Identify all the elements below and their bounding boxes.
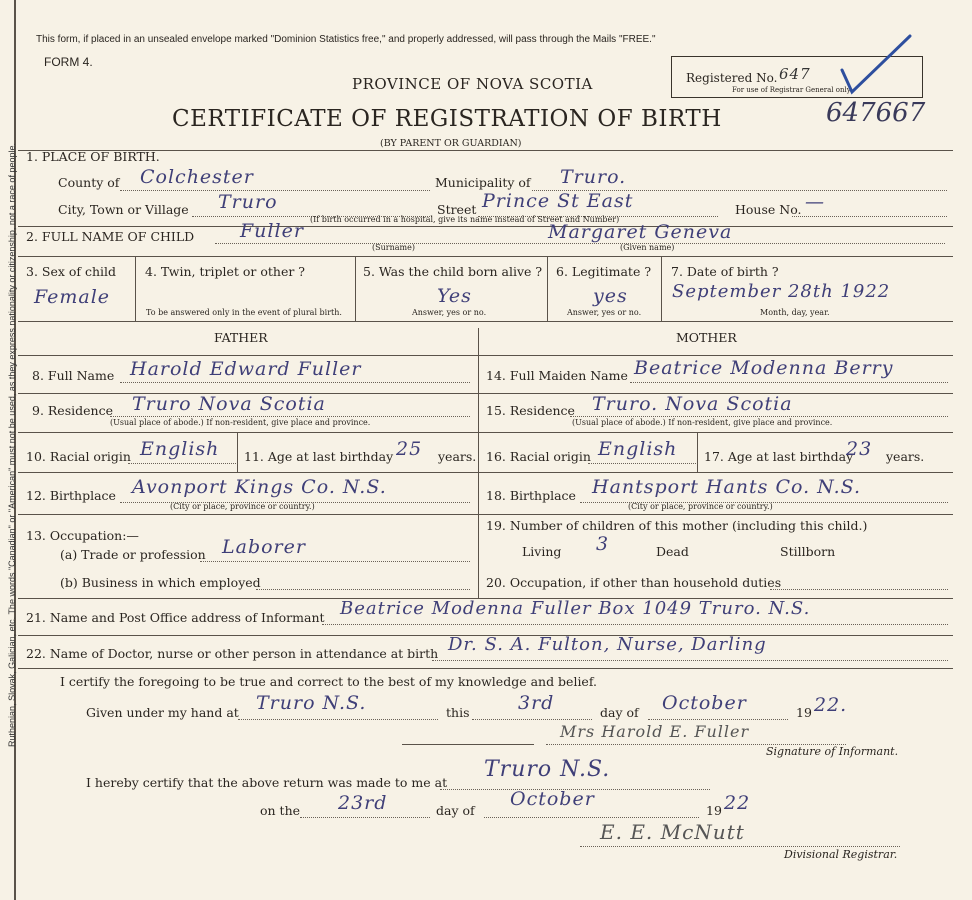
registered-label: Registered No. (686, 71, 778, 85)
dotted-line (300, 817, 430, 818)
mother-name-label: 14. Full Maiden Name (486, 368, 628, 383)
given-name-note: (Given name) (620, 243, 675, 252)
dotted-line (588, 463, 696, 464)
father-name-label: 8. Full Name (32, 368, 115, 383)
rule (18, 355, 953, 356)
house-value: — (805, 191, 825, 213)
registrar-year-prefix: 19 (706, 803, 722, 818)
column-divider (135, 256, 136, 321)
dotted-line (472, 719, 592, 720)
child-surname: Fuller (240, 220, 304, 242)
municipality-label: Municipality of (435, 175, 531, 190)
stamped-number: 647667 (826, 98, 926, 128)
dotted-line (648, 719, 788, 720)
county-value: Colchester (140, 166, 254, 188)
column-divider (547, 256, 548, 321)
father-trade-label: (a) Trade or profession (60, 547, 206, 562)
dotted-line (200, 561, 470, 562)
mother-name-value: Beatrice Modenna Berry (634, 357, 894, 379)
mother-racial-value: English (598, 438, 678, 460)
registrar-statement: I hereby certify that the above return was made to me at (86, 775, 448, 790)
sex-label: 3. Sex of child (26, 264, 117, 279)
mother-age-label: 17. Age at last birthday (704, 449, 854, 464)
dotted-line (110, 416, 470, 417)
given-day-of-label: day of (600, 705, 639, 720)
father-residence-label: 9. Residence (32, 403, 113, 418)
city-label: City, Town or Village (58, 202, 189, 217)
father-trade-value: Laborer (222, 536, 306, 558)
column-divider (661, 256, 662, 321)
alive-note: Answer, yes or no. (412, 308, 487, 317)
column-divider (355, 256, 356, 321)
registrar-signature-label: Divisional Registrar. (784, 848, 898, 861)
form-number: FORM 4. (44, 55, 93, 69)
dotted-line (432, 660, 948, 661)
county-label: County of (58, 175, 120, 190)
rule (18, 321, 953, 322)
municipality-value: Truro. (560, 166, 627, 188)
birth-date-value: September 28th 1922 (672, 281, 891, 302)
mother-years: years. (886, 449, 925, 464)
dotted-line (238, 719, 438, 720)
father-age-value: 25 (396, 438, 423, 460)
mother-living-value: 3 (596, 533, 610, 555)
mother-racial-label: 16. Racial origin (486, 449, 591, 464)
registrar-day: 23rd (338, 792, 388, 814)
mother-dead-label: Dead (656, 544, 689, 559)
checkmark-icon (838, 32, 918, 102)
sex-value: Female (34, 286, 111, 308)
alive-value: Yes (437, 285, 472, 307)
registered-number: 647 (779, 65, 811, 83)
registrar-on-the: on the (260, 803, 301, 818)
child-given-name: Margaret Geneva (548, 221, 733, 243)
postal-notice: This form, if placed in an unsealed envelope marked "Dominion Statistics free," and properly addressed, will pass through the Mails "FREE." (36, 34, 656, 45)
father-residence-value: Truro Nova Scotia (132, 393, 326, 415)
city-value: Truro (218, 191, 278, 213)
certificate-subtitle: (BY PARENT OR GUARDIAN) (380, 138, 522, 149)
informant-label: 21. Name and Post Office address of Informant (26, 610, 325, 625)
doctor-value: Dr. S. A. Fulton, Nurse, Darling (448, 634, 767, 655)
legitimate-value: yes (593, 285, 628, 307)
alive-label: 5. Was the child born alive ? (363, 264, 543, 279)
birth-date-label: 7. Date of birth ? (671, 264, 779, 279)
mother-age-value: 23 (846, 438, 873, 460)
dotted-line (580, 846, 900, 847)
father-racial-label: 10. Racial origin (26, 449, 131, 464)
child-name-label: 2. FULL NAME OF CHILD (26, 229, 195, 244)
dotted-line (770, 589, 948, 590)
registrar-signature: E. E. McNutt (600, 820, 745, 844)
father-residence-note: (Usual place of abode.) If non-resident, give place and province. (110, 418, 371, 427)
mother-birthplace-note: (City or place, province or country.) (628, 502, 773, 511)
dotted-line (630, 382, 948, 383)
certificate-title: CERTIFICATE OF REGISTRATION OF BIRTH (172, 106, 722, 132)
father-birthplace-value: Avonport Kings Co. N.S. (132, 476, 387, 498)
father-business-label: (b) Business in which employed (60, 575, 261, 590)
mother-residence-value: Truro. Nova Scotia (592, 393, 793, 415)
father-heading: FATHER (214, 330, 268, 345)
dotted-line (120, 382, 470, 383)
signature-rule (402, 744, 534, 745)
column-divider (237, 432, 238, 472)
place-of-birth-heading: 1. PLACE OF BIRTH. (26, 149, 160, 164)
given-year-prefix: 19 (796, 705, 812, 720)
rule (18, 472, 953, 473)
column-divider (697, 432, 698, 472)
given-month: October (662, 692, 747, 714)
informant-signature-label: Signature of Informant. (766, 745, 899, 758)
rule (18, 432, 953, 433)
rule (18, 256, 953, 257)
legitimate-note: Answer, yes or no. (567, 308, 642, 317)
informant-signature: Mrs Harold E. Fuller (560, 722, 750, 741)
dotted-line (256, 589, 470, 590)
mother-occupation-label: 20. Occupation, if other than household duties (486, 575, 782, 590)
rule (18, 514, 953, 515)
registrar-day-of: day of (436, 803, 475, 818)
dotted-line (484, 817, 699, 818)
mother-birthplace-label: 18. Birthplace (486, 488, 576, 503)
province-heading: PROVINCE OF NOVA SCOTIA (352, 75, 593, 93)
informant-value: Beatrice Modenna Fuller Box 1049 Truro. N.S. (340, 598, 811, 619)
given-place: Truro N.S. (256, 692, 367, 714)
mother-children-label: 19. Number of children of this mother (including this child.) (486, 518, 868, 533)
birth-date-note: Month, day, year. (760, 308, 830, 317)
registrar-place: Truro N.S. (484, 757, 611, 782)
rule (18, 226, 953, 227)
father-birthplace-label: 12. Birthplace (26, 488, 116, 503)
registrar-year: 22 (724, 792, 751, 814)
twin-label: 4. Twin, triplet or other ? (145, 264, 305, 279)
mother-living-label: Living (522, 544, 562, 559)
center-divider (478, 328, 479, 598)
father-occupation-label: 13. Occupation:— (26, 528, 139, 543)
doctor-label: 22. Name of Doctor, nurse or other person in attendance at birth (26, 646, 439, 661)
rule (18, 668, 953, 669)
father-age-label: 11. Age at last birthday (244, 449, 394, 464)
mother-birthplace-value: Hantsport Hants Co. N.S. (592, 476, 861, 498)
dotted-line (215, 243, 945, 244)
street-value: Prince St East (482, 190, 634, 212)
dotted-line (128, 463, 236, 464)
certify-statement: I certify the foregoing to be true and correct to the best of my knowledge and belief. (60, 674, 597, 689)
street-label: Street (437, 202, 477, 217)
dotted-line (792, 216, 947, 217)
margin-note: Ruthenian, Slovak, Galician, etc. The words "Canadian" or "American" must not be used, as they express nationality or citizenship, not a race of people. (7, 143, 17, 747)
father-years: years. (438, 449, 477, 464)
mother-residence-label: 15. Residence (486, 403, 575, 418)
registrar-note: For use of Registrar General only. (732, 86, 852, 94)
mother-heading: MOTHER (676, 330, 737, 345)
dotted-line (570, 416, 948, 417)
this-label: this (446, 705, 470, 720)
twin-note: To be answered only in the event of plural birth. (146, 308, 342, 317)
dotted-line (322, 624, 948, 625)
legitimate-label: 6. Legitimate ? (556, 264, 652, 279)
father-racial-value: English (140, 438, 220, 460)
father-name-value: Harold Edward Fuller (130, 358, 362, 380)
given-year: 22. (814, 694, 848, 716)
mother-residence-note: (Usual place of abode.) If non-resident, give place and province. (572, 418, 833, 427)
given-under-label: Given under my hand at (86, 705, 239, 720)
surname-note: (Surname) (372, 243, 415, 252)
house-label: House No. (735, 202, 802, 217)
registrar-month: October (510, 788, 595, 810)
hospital-note: (If birth occurred in a hospital, give its name instead of Street and Number) (310, 215, 620, 224)
father-birthplace-note: (City or place, province or country.) (170, 502, 315, 511)
mother-stillborn-label: Stillborn (780, 544, 836, 559)
given-day: 3rd (518, 692, 555, 714)
